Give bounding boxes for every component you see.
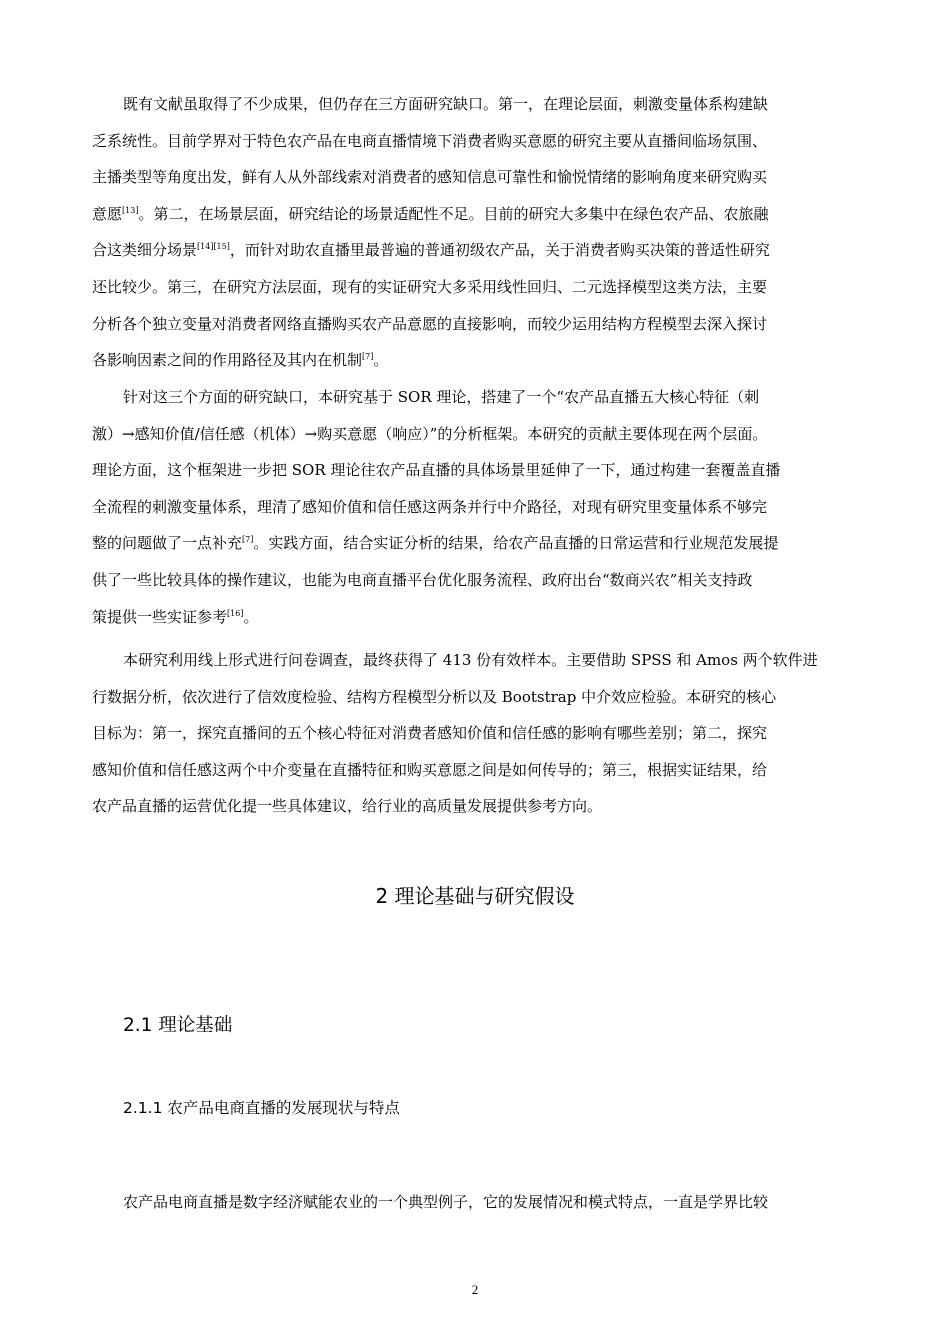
text-line: [92, 679, 858, 716]
line-text: 乏系统性。目前学界对于特色农产品在电商直播情境下消费者购买意愿的研究主要从直播间临场氛围、: [92, 131, 768, 150]
text-line: [92, 269, 858, 306]
text-line: [92, 196, 858, 233]
text-line: [92, 123, 858, 160]
line-text: 供了一些比较具体的操作建议，也能为电商直播平台优化服务流程、政府出台“数商兴农”相关支持政: [92, 570, 753, 589]
text-line: [92, 416, 858, 453]
line-text: 。: [243, 607, 259, 626]
text-line: [92, 525, 858, 562]
text-line: [92, 562, 858, 599]
text-line: [92, 599, 858, 636]
text-line: [92, 642, 858, 679]
text-line: [92, 452, 858, 489]
line-text: 行数据分析，依次进行了信效度检验、结构方程模型分析以及 Bootstrap 中介效应检验。本研究的核心: [92, 687, 777, 706]
text-line: [92, 489, 858, 526]
subsection-heading: 2.1.1 农产品电商直播的发展现状与特点: [123, 1099, 400, 1117]
line-text: 目标为：第一，探究直播间的五个核心特征对消费者感知价值和信任感的影响有哪些差别；第二，探究: [92, 724, 768, 743]
line-text: 农产品电商直播是数字经济赋能农业的一个典型例子，它的发展情况和模式特点，一直是学界比较: [123, 1193, 769, 1211]
chapter-heading: 2 理论基础与研究假设: [375, 884, 575, 908]
citation-ref[interactable]: [16]: [227, 608, 244, 618]
line-text: 意愿: [92, 204, 123, 223]
paragraph-research-gaps: [92, 86, 858, 379]
line-text: 本研究利用线上形式进行问卷调查，最终获得了 413 份有效样本。主要借助 SPSS 和 Amos 两个软件进: [123, 651, 818, 669]
citation-ref[interactable]: [14][15]: [197, 242, 230, 252]
line-text: 针对这三个方面的研究缺口，本研究基于 SOR 理论，搭建了一个“农产品直播五大核心特征（刺: [123, 388, 760, 406]
text-line: [92, 159, 858, 196]
text-line: [92, 1184, 858, 1221]
line-text: 全流程的刺激变量体系，理清了感知价值和信任感这两条并行中介路径，对现有研究里变量体系不够完: [92, 497, 768, 516]
line-text: 既有文献虽取得了不少成果，但仍存在三方面研究缺口。第一，在理论层面，刺激变量体系构建缺: [123, 95, 769, 113]
line-text: 合这类细分场景: [92, 241, 198, 260]
text-line: [92, 306, 858, 343]
line-text: 。实践方面，结合实证分析的结果，给农产品直播的日常运营和行业规范发展提: [253, 534, 779, 553]
paragraph-ag-livestream: [92, 1184, 858, 1221]
text-line: [92, 86, 858, 123]
line-text: 理论方面，这个框架进一步把 SOR 理论往农产品直播的具体场景里延伸了一下，通过构建一套覆盖直播: [92, 461, 781, 480]
text-line: [92, 379, 858, 416]
line-text: 分析各个独立变量对消费者网络直播购买农产品意愿的直接影响，而较少运用结构方程模型去深入探讨: [92, 314, 768, 333]
line-text: 策提供一些实证参考: [92, 607, 228, 626]
page-number: 2: [471, 1282, 479, 1297]
citation-ref[interactable]: [7]: [362, 352, 374, 362]
text-line: [92, 342, 858, 379]
text-line: [92, 752, 858, 789]
paragraph-methodology: [92, 642, 858, 825]
citation-ref[interactable]: [7]: [242, 535, 254, 545]
line-text: 。第二，在场景层面，研究结论的场景适配性不足。目前的研究大多集中在绿色农产品、农旅融: [138, 204, 769, 223]
line-text: 感知价值和信任感这两个中介变量在直播特征和购买意愿之间是如何传导的；第三，根据实证结果，给: [92, 760, 768, 779]
line-text: 主播类型等角度出发，鲜有人从外部线索对消费者的感知信息可靠性和愉悦情绪的影响角度来研究购买: [92, 168, 768, 187]
line-text: 。: [373, 351, 389, 370]
line-text: ，而针对助农直播里最普遍的普通初级农产品，关于消费者购买决策的普适性研究: [229, 241, 770, 260]
text-line: [92, 232, 858, 269]
line-text: 各影响因素之间的作用路径及其内在机制: [92, 351, 363, 370]
section-heading: 2.1 理论基础: [123, 1015, 233, 1036]
line-text: 农产品直播的运营优化提一些具体建议，给行业的高质量发展提供参考方向。: [92, 797, 603, 816]
text-line: [92, 715, 858, 752]
line-text: 整的问题做了一点补充: [92, 534, 243, 553]
citation-ref[interactable]: [13]: [122, 205, 139, 215]
line-text: 激）→感知价值/信任感（机体）→购买意愿（响应）”的分析框架。本研究的贡献主要体现在两个层面。: [92, 424, 768, 443]
text-line: [92, 788, 858, 825]
paragraph-framework: [92, 379, 858, 635]
line-text: 还比较少。第三，在研究方法层面，现有的实证研究大多采用线性回归、二元选择模型这类方法，主要: [92, 277, 768, 296]
